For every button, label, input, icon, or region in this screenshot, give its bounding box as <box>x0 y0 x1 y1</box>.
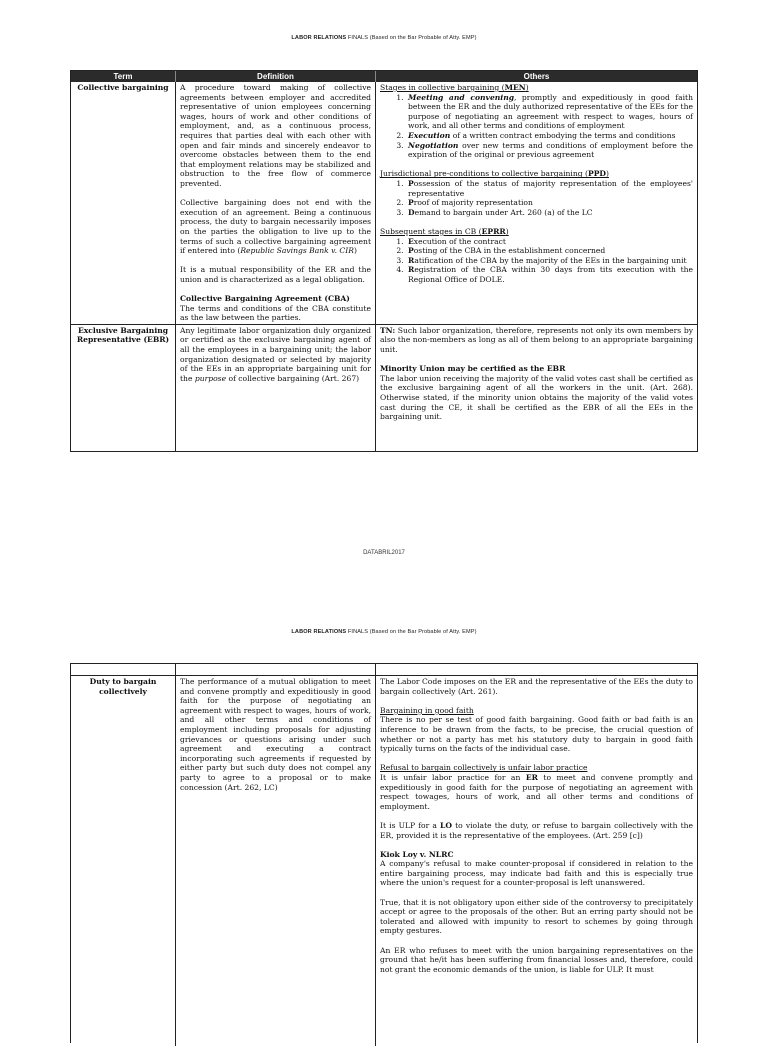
header-title: LABOR RELATIONS <box>291 629 347 635</box>
minority-title: Minority Union may be certified as the EBR <box>380 364 566 374</box>
page-header <box>0 629 768 635</box>
blank-header-row <box>71 664 697 675</box>
list-item: 3. Ratification of the CBA by the majority of the EEs in the bargaining unit <box>406 256 693 266</box>
cba-title: Collective Bargaining Agreement (CBA) <box>180 294 350 304</box>
refusal-heading: Refusal to bargain collectively is unfair labor practice <box>380 763 588 773</box>
good-faith-heading: Bargaining in good faith <box>380 705 474 715</box>
list-item: 3. Demand to bargain under Art. 260 (a) of the LC <box>406 208 693 218</box>
others-cell <box>376 325 697 451</box>
minority-text: The labor union receiving the majority of the valid votes cast shall be certified as the exclusive bargaining agent of all the workers in the unit. (Art. 268). Otherwise stated, if the minority union obtains the majority of the valid votes cast during the CE, it shall be certified as the EBR of all the EEs in the bargaining unit. <box>380 373 693 422</box>
table-header-row <box>71 71 697 82</box>
definition-paragraph: Any legitimate labor organization duly organized or certified as the exclusive bargaining agent of all the employees in a bargaining unit; the labor organization designated or selected by majority of the EEs in an appropriate bargaining unit for the purpose of collective bargaining (Art. 267) <box>180 325 371 383</box>
definition-cell <box>176 82 376 324</box>
kiok-text: An ER who refuses to meet with the union bargaining representatives on the ground that he/it has been suffering from financial losses and, therefore, could not grant the economic demands of the union, is liable for ULP. It must <box>380 945 693 974</box>
kiok-title: Kiok Loy v. NLRC <box>380 849 454 859</box>
header-title: LABOR RELATIONS <box>291 35 347 41</box>
header-others: Others <box>523 72 550 81</box>
kiok-text: True, that it is not obligatory upon either side of the controversy to precipitately accept or agree to the proposals of the other. But an erring party should not be tolerated and allowed with impunity to resort to schemes by going through empty gestures. <box>380 897 693 936</box>
header-definition: Definition <box>176 71 376 82</box>
men-heading: Stages in collective bargaining (MEN) <box>380 83 529 92</box>
list-item: 4. Registration of the CBA within 30 days from tits execution with the Regional Office of DOLE. <box>406 265 693 284</box>
table-row-ebr <box>71 324 697 451</box>
men-list <box>380 93 693 160</box>
header-term: Term <box>71 71 176 82</box>
term-cell: Duty to bargain collectively <box>71 676 176 1046</box>
term-cell: Collective bargaining <box>71 82 176 324</box>
eprr-heading: Subsequent stages in CB (EPRR) <box>380 226 509 236</box>
terms-table-page1 <box>70 70 698 452</box>
good-faith-text: There is no per se test of good faith bargaining. Good faith or bad faith is an inference to be drawn from the facts, to be precise, the crucial question of whether or not a party has met his statutory duty to bargain in good faith typically turns on the facts of the individual case. <box>380 715 693 754</box>
list-item: 2. Posting of the CBA in the establishment concerned <box>406 246 693 256</box>
others-cell <box>376 82 697 324</box>
kiok-text: A company's refusal to make counter-proposal if considered in relation to the entire bargaining process, may indicate bad faith and this is especially true where the union's request for a counter-proposal is left unanswered. <box>380 859 693 888</box>
table-row-collective-bargaining <box>71 82 697 324</box>
definition-paragraph: It is a mutual responsibility of the ER and the union and is characterized as a legal obligation. <box>180 265 371 284</box>
ppd-heading: Jurisdictional pre-conditions to collective bargaining (PPD) <box>380 169 609 179</box>
page-footer: DATABRIL2017 <box>363 550 405 556</box>
definition-cell <box>176 325 376 451</box>
cba-text: The terms and conditions of the CBA constitute as the law between the parties. <box>180 303 371 323</box>
list-item: 2. Execution of a written contract embodying the terms and conditions <box>406 131 693 141</box>
header-subtitle: FINALS (Based on the Bar Probable of Atty. EMP) <box>346 629 477 635</box>
others-cell <box>376 676 697 1046</box>
table-row-duty-to-bargain <box>71 675 697 1046</box>
definition-paragraph: Collective bargaining does not end with the execution of an agreement. Being a continuous process, the duty to bargain necessarily imposes on the parties the obligation to live up to the terms of such a collective bargaining agreement if entered into (Republic Savings Bank v. CIR) <box>180 198 371 256</box>
list-item: 1. Possession of the status of majority representation of the employees' representative <box>406 179 693 198</box>
others-paragraph: The Labor Code imposes on the ER and the representative of the EEs the duty to bargain collectively (Art. 261). <box>380 677 693 696</box>
list-item: 1. Execution of the contract <box>406 237 693 247</box>
ulp-text: It is ULP for a LO to violate the duty, or refuse to bargain collectively with the ER, provided it is the representative of the employees. (Art. 259 [c]) <box>380 820 693 840</box>
eprr-list <box>380 237 693 285</box>
list-item: 1. Meeting and convening, promptly and expeditiously in good faith between the ER and the duly authorized representative of the EEs for the purpose of negotiating an agreement with respect to wages, hours of work, and all other terms and conditions of employment <box>406 93 693 131</box>
definition-cell: The performance of a mutual obligation to meet and convene promptly and expeditiously in good faith for the purpose of negotiating an agreement with respect to wages, hours of work, and all other terms and conditions of employment including proposals for adjusting grievances or questions arising under such agreement and executing a contract incorporating such agreements if requested by either party but such duty does not compel any party to agree to a proposal or to make concession (Art. 262, LC) <box>176 676 376 1046</box>
header-subtitle: FINALS (Based on the Bar Probable of Atty. EMP) <box>346 35 477 41</box>
list-item: 3. Negotiation over new terms and conditions of employment before the expiration of the original or previous agreement <box>406 141 693 160</box>
term-cell: Exclusive Bargaining Representative (EBR) <box>71 325 176 451</box>
terms-table-page2 <box>70 663 698 1043</box>
tn-paragraph: TN: Such labor organization, therefore, represents not only its own members by also the non-members as long as all of them belong to an appropriate bargaining unit. <box>380 325 693 355</box>
case-citation: Republic Savings Bank v. CIR <box>240 246 354 256</box>
definition-paragraph: A procedure toward making of collective agreements between employer and accredited representative of union employees concerning wages, hours of work and other conditions of employment, and, as a continuous process, requires that parties deal with each other with open and fair minds and sincerely endeavor to overcome obstacles between them to the end that employment relations may be stabilized and obstruction to the free flow of commerce prevented. <box>180 83 371 188</box>
refusal-text: It is unfair labor practice for an ER to meet and convene promptly and expeditiously in good faith for the purpose of negotiating an agreement with respect towages, hours of work, and all other terms and conditions of employment. <box>380 772 694 811</box>
page-header <box>0 35 768 41</box>
list-item: 2. Proof of majority representation <box>406 198 693 208</box>
ppd-list <box>380 179 693 217</box>
